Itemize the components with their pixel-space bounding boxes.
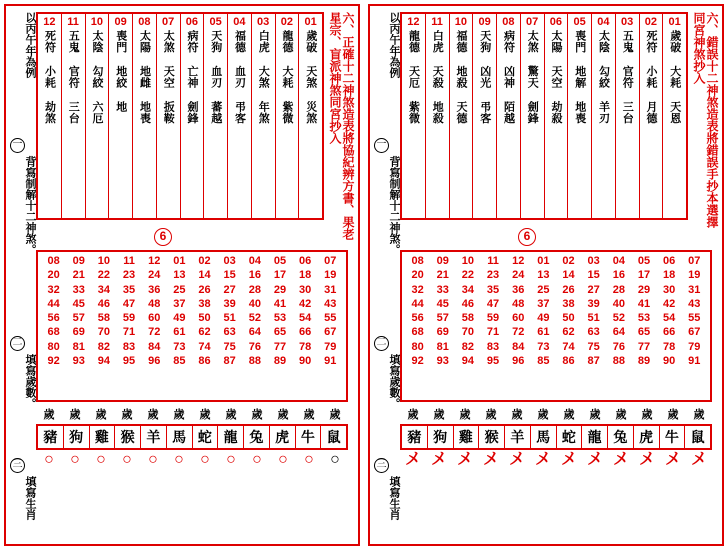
mark-cell: メ (612, 451, 629, 468)
sha-column[interactable]: 04 太陰 勾絞 羊刃 (591, 14, 615, 218)
sha-column[interactable]: 06 太陽 天空 劫殺 (544, 14, 568, 218)
marker-three: 三 (374, 458, 389, 473)
number-row[interactable]: 80 81 82 83 84 73 74 75 76 77 78 79 (47, 340, 337, 353)
age-number-grid-right (400, 250, 712, 402)
zodiac-block-left (36, 406, 348, 468)
sha-column[interactable]: 03 五鬼 官符 三台 (615, 14, 639, 218)
marker-two: 二 (10, 336, 25, 351)
mark-cell: ○ (200, 451, 210, 468)
mark-cell: メ (534, 451, 551, 468)
number-row[interactable]: 80 81 82 83 84 73 74 75 76 77 78 79 (411, 340, 701, 353)
sha-column[interactable]: 07 太煞 天空 扳鞍 (156, 14, 180, 218)
mark-cell: ○ (226, 451, 236, 468)
sha-column[interactable]: 09 天狗 凶光 弔客 (472, 14, 496, 218)
mark-cell: ○ (304, 451, 314, 468)
number-row[interactable]: 44 45 46 47 48 37 38 39 40 41 42 43 (47, 297, 337, 310)
mark-cell: メ (456, 451, 473, 468)
zodiac-row[interactable]: 豬 狗 雞 猴 羊 馬 蛇 龍 兔 虎 牛 鼠 (400, 424, 712, 450)
mark-cell: ○ (278, 451, 288, 468)
mark-cell: ○ (252, 451, 262, 468)
number-row[interactable]: 08 09 10 11 12 01 02 03 04 05 06 07 (47, 255, 337, 267)
sha-column[interactable]: 10 福德 地殺 天德 (449, 14, 473, 218)
number-row[interactable]: 32 33 34 35 36 25 26 27 28 29 30 31 (411, 283, 701, 296)
mark-row[interactable] (400, 452, 712, 468)
mark-cell: ○ (330, 451, 340, 468)
mark-cell: ○ (174, 451, 184, 468)
mark-cell: メ (404, 451, 421, 468)
sha-column[interactable]: 07 太煞 驚天 劍鋒 (520, 14, 544, 218)
marker-one: 一 (374, 138, 389, 153)
sha-grid (38, 14, 322, 218)
number-row[interactable]: 08 09 10 11 12 01 02 03 04 05 06 07 (411, 255, 701, 267)
sha-column[interactable]: 09 喪門 地絞 地 (108, 14, 132, 218)
panel-left-border (4, 4, 360, 546)
sha-column[interactable]: 03 白虎 大煞 年煞 (251, 14, 275, 218)
mark-cell: ○ (70, 451, 80, 468)
left-caption-mid: 背寫制解十二神煞。 (24, 156, 36, 255)
sui-row: 歲 歲 歲 歲 歲 歲 歲 歲 歲 歲 歲 歲 (43, 409, 341, 421)
sha-column[interactable]: 10 太陰 勾絞 六厄 (85, 14, 109, 218)
panel-right-heading: 六、錯誤十二神煞造表將錯誤手抄本選擇同宮神煞抄入 (692, 12, 719, 228)
number-row[interactable]: 20 21 22 23 24 13 14 15 16 17 18 19 (47, 269, 337, 282)
sha-column[interactable]: 12 死符 小耗 劫煞 (43, 16, 56, 124)
marker-two: 二 (374, 336, 389, 351)
sha-table-right (400, 12, 688, 220)
sui-row: 歲 歲 歲 歲 歲 歲 歲 歲 歲 歲 歲 歲 (407, 409, 705, 421)
sha-column[interactable]: 01 歲破 大耗 天恩 (662, 14, 686, 218)
sha-table-left (36, 12, 324, 220)
mark-row[interactable] (36, 452, 348, 468)
mark-cell: ○ (44, 451, 54, 468)
sha-column[interactable]: 11 白虎 天殺 地殺 (425, 14, 449, 218)
sha-column[interactable]: 05 喪門 地解 地喪 (567, 14, 591, 218)
circle-number-badge: 6 (518, 228, 536, 246)
sha-column[interactable]: 05 天狗 血刃 蕃越 (203, 14, 227, 218)
left-caption-numbers: 填寫歲數。 (24, 354, 36, 409)
mark-cell: ○ (96, 451, 106, 468)
number-row[interactable]: 44 45 46 47 48 37 38 39 40 41 42 43 (411, 297, 701, 310)
age-number-grid-left (36, 250, 348, 402)
number-row[interactable]: 92 93 94 95 96 85 86 87 88 89 90 91 (47, 355, 337, 368)
mark-cell: メ (638, 451, 655, 468)
caption-example-text: 以丙午年為例 (24, 12, 36, 78)
mark-cell: メ (586, 451, 603, 468)
sha-column[interactable]: 06 病符 亡神 劍鋒 (180, 14, 204, 218)
mark-cell: メ (430, 451, 447, 468)
mark-cell: メ (560, 451, 577, 468)
number-row[interactable]: 68 69 70 71 72 61 62 63 64 65 66 67 (47, 326, 337, 339)
sha-column[interactable]: 11 五鬼 官符 三台 (61, 14, 85, 218)
number-row[interactable]: 56 57 58 59 60 49 50 51 52 53 54 55 (411, 312, 701, 325)
zodiac-block-right (400, 406, 712, 468)
mark-cell: ○ (122, 451, 132, 468)
circle-number-badge: 6 (154, 228, 172, 246)
panel-left-heading: 六、正確十二神煞造表將協紀辨方書、果老星宗、盲派神煞同宮抄入 (328, 12, 355, 240)
mark-cell: メ (690, 451, 707, 468)
number-row[interactable]: 92 93 94 95 96 85 86 87 88 89 90 91 (411, 355, 701, 368)
number-row[interactable]: 56 57 58 59 60 49 50 51 52 53 54 55 (47, 312, 337, 325)
sha-column[interactable]: 04 福德 血刃 弔客 (227, 14, 251, 218)
panel-right-border (368, 4, 724, 546)
sha-grid (402, 14, 686, 218)
mark-cell: メ (508, 451, 525, 468)
right-caption-numbers: 填寫歲數。 (388, 354, 400, 409)
sha-column[interactable]: 02 龍德 大耗 紫微 (275, 14, 299, 218)
sha-column[interactable]: 01 歲破 天煞 災煞 (298, 14, 322, 218)
right-caption-bottom: 填寫生肖 (388, 476, 400, 520)
caption-example-text: 以丙午年為例 (388, 12, 400, 78)
sha-column[interactable]: 12 龍德 天厄 紫微 (407, 16, 420, 124)
marker-one: 一 (10, 138, 25, 153)
mark-cell: メ (664, 451, 681, 468)
zodiac-row[interactable]: 豬 狗 雞 猴 羊 馬 蛇 龍 兔 虎 牛 鼠 (36, 424, 348, 450)
right-caption-mid: 背寫制解十二神煞。 (388, 156, 400, 255)
marker-three: 三 (10, 458, 25, 473)
mark-cell: メ (482, 451, 499, 468)
number-row[interactable]: 32 33 34 35 36 25 26 27 28 29 30 31 (47, 283, 337, 296)
sha-column[interactable]: 08 太陽 地雌 地喪 (132, 14, 156, 218)
sha-column[interactable]: 02 死符 小耗 月德 (639, 14, 663, 218)
panel-right (364, 0, 728, 550)
sha-column[interactable]: 08 病符 凶神 陌越 (496, 14, 520, 218)
mark-cell: ○ (148, 451, 158, 468)
number-row[interactable]: 20 21 22 23 24 13 14 15 16 17 18 19 (411, 269, 701, 282)
left-caption-bottom: 填寫生肖 (24, 476, 36, 520)
number-row[interactable]: 68 69 70 71 72 61 62 63 64 65 66 67 (411, 326, 701, 339)
